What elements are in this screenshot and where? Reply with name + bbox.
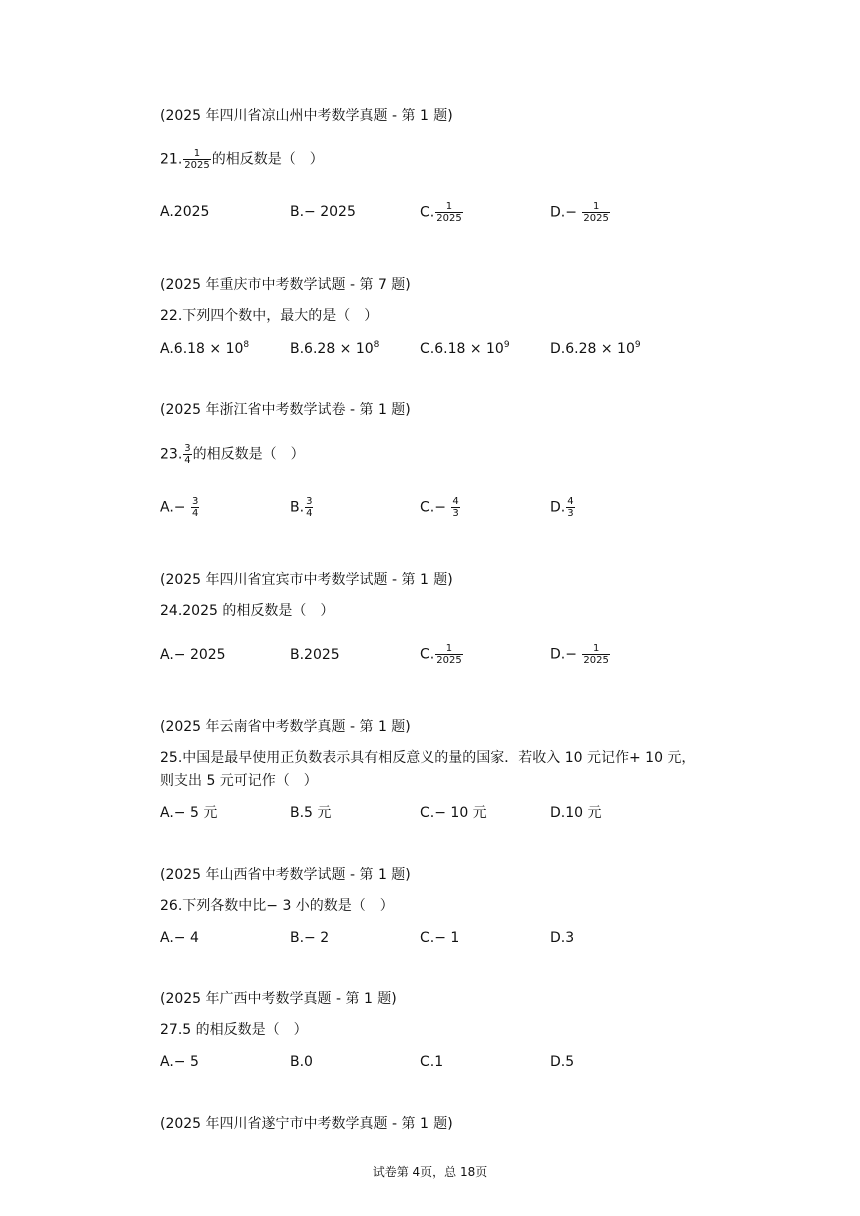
question-21-stem: [160, 148, 324, 171]
question-26-source: (2025 年山西省中考数学试题 - 第 1 题): [160, 867, 411, 883]
question-21-stem-text: 的相反数是（ ）: [211, 151, 324, 168]
option-fraction: [566, 496, 574, 519]
option-fraction: [435, 201, 462, 224]
option-label: C.: [420, 646, 435, 663]
q26-option-d: D.3: [550, 930, 575, 946]
question-21-source: (2025 年四川省凉山州中考数学真题 - 第 1 题): [160, 108, 453, 124]
fraction-numerator: 1: [582, 643, 609, 655]
q21-option-b: B.− 2025: [290, 204, 356, 220]
page-footer: 试卷第 4页，总 18页: [372, 1165, 488, 1179]
q23-option-b: [290, 496, 314, 519]
q23-option-a: [160, 496, 200, 519]
q27-option-a: A.− 5: [160, 1054, 199, 1070]
q21-option-a: A.2025: [160, 204, 210, 220]
question-27-source: (2025 年广西中考数学真题 - 第 1 题): [160, 991, 397, 1007]
q25-option-c: C.− 10 元: [420, 805, 487, 821]
question-22-source: (2025 年重庆市中考数学试题 - 第 7 题): [160, 277, 411, 293]
q25-option-a: A.− 5 元: [160, 805, 218, 821]
option-label: B.: [290, 499, 305, 516]
question-24-source: (2025 年四川省宜宾市中考数学试题 - 第 1 题): [160, 572, 453, 588]
q22-option-c: [420, 340, 510, 358]
fraction-numerator: 4: [452, 496, 459, 507]
option-base: A.6.18 × 10: [160, 341, 244, 357]
question-23-number: 23.: [160, 446, 183, 463]
option-fraction: [582, 201, 609, 224]
question-24-stem: 24.2025 的相反数是（ ）: [160, 603, 335, 619]
q26-option-a: A.− 4: [160, 930, 199, 946]
q26-option-c: C.− 1: [420, 930, 460, 946]
fraction-denominator: 3: [452, 508, 459, 519]
q24-option-a: A.− 2025: [160, 647, 226, 663]
option-fraction: [435, 643, 462, 666]
fraction-denominator: 4: [184, 455, 191, 466]
q27-option-d: D.5: [550, 1054, 575, 1070]
q27-option-b: B.0: [290, 1054, 313, 1070]
fraction-numerator: 3: [184, 443, 191, 454]
q21-option-d: [550, 201, 611, 224]
option-base: B.6.28 × 10: [290, 341, 374, 357]
fraction-numerator: 1: [183, 148, 210, 160]
fraction-denominator: 4: [191, 508, 199, 519]
option-fraction: [191, 496, 199, 519]
option-label: D.−: [550, 646, 582, 663]
fraction-numerator: 1: [435, 643, 462, 655]
option-exponent: 8: [243, 340, 250, 350]
question-22-stem: 22.下列四个数中，最大的是（ ）: [160, 308, 379, 324]
option-label: C.−: [420, 499, 451, 516]
option-label: C.: [420, 204, 435, 221]
question-25-source: (2025 年云南省中考数学真题 - 第 1 题): [160, 719, 411, 735]
q23-option-d: [550, 496, 576, 519]
question-21-fraction: [183, 148, 210, 171]
fraction-denominator: 2025: [184, 160, 210, 171]
fraction-denominator: 2025: [436, 655, 462, 666]
fraction-numerator: 3: [306, 496, 313, 507]
q24-option-c: [420, 643, 464, 666]
question-28-source: (2025 年四川省遂宁市中考数学真题 - 第 1 题): [160, 1116, 453, 1132]
question-25-stem-line2: 则支出 5 元可记作（ ）: [160, 773, 318, 789]
fraction-numerator: 3: [191, 496, 199, 507]
question-25-stem-line1: 25.中国是最早使用正负数表示具有相反意义的量的国家．若收入 10 元记作+ 10 元，: [160, 750, 696, 766]
fraction-numerator: 1: [435, 201, 462, 213]
question-23-stem-text: 的相反数是（ ）: [192, 446, 305, 463]
question-23-source: (2025 年浙江省中考数学试卷 - 第 1 题): [160, 402, 411, 418]
fraction-numerator: 1: [582, 201, 609, 213]
q27-option-c: C.1: [420, 1054, 444, 1070]
q24-option-d: [550, 643, 611, 666]
option-fraction: [305, 496, 313, 519]
option-fraction: [451, 496, 459, 519]
question-23-fraction: [183, 443, 191, 466]
q23-option-c: [420, 496, 461, 519]
question-23-stem: [160, 443, 305, 466]
option-base: D.6.28 × 10: [550, 341, 635, 357]
q21-option-c: [420, 201, 464, 224]
fraction-denominator: 2025: [583, 213, 609, 224]
option-base: C.6.18 × 10: [420, 341, 504, 357]
q25-option-b: B.5 元: [290, 805, 332, 821]
fraction-denominator: 3: [567, 508, 574, 519]
option-exponent: 8: [373, 340, 380, 350]
fraction-denominator: 2025: [436, 213, 462, 224]
option-fraction: [582, 643, 609, 666]
fraction-denominator: 2025: [583, 655, 609, 666]
q22-option-d: [550, 340, 641, 358]
question-26-stem: 26.下列各数中比− 3 小的数是（ ）: [160, 898, 394, 914]
fraction-numerator: 4: [567, 496, 574, 507]
question-21-number: 21.: [160, 151, 183, 168]
fraction-denominator: 4: [306, 508, 313, 519]
q25-option-d: D.10 元: [550, 805, 602, 821]
q22-option-b: [290, 340, 379, 358]
q26-option-b: B.− 2: [290, 930, 330, 946]
option-label: A.−: [160, 499, 190, 516]
option-exponent: 9: [503, 340, 510, 350]
question-27-stem: 27.5 的相反数是（ ）: [160, 1022, 308, 1038]
q24-option-b: B.2025: [290, 647, 340, 663]
q22-option-a: [160, 340, 249, 358]
option-label: D.−: [550, 204, 582, 221]
option-label: D.: [550, 499, 566, 516]
option-exponent: 9: [634, 340, 641, 350]
